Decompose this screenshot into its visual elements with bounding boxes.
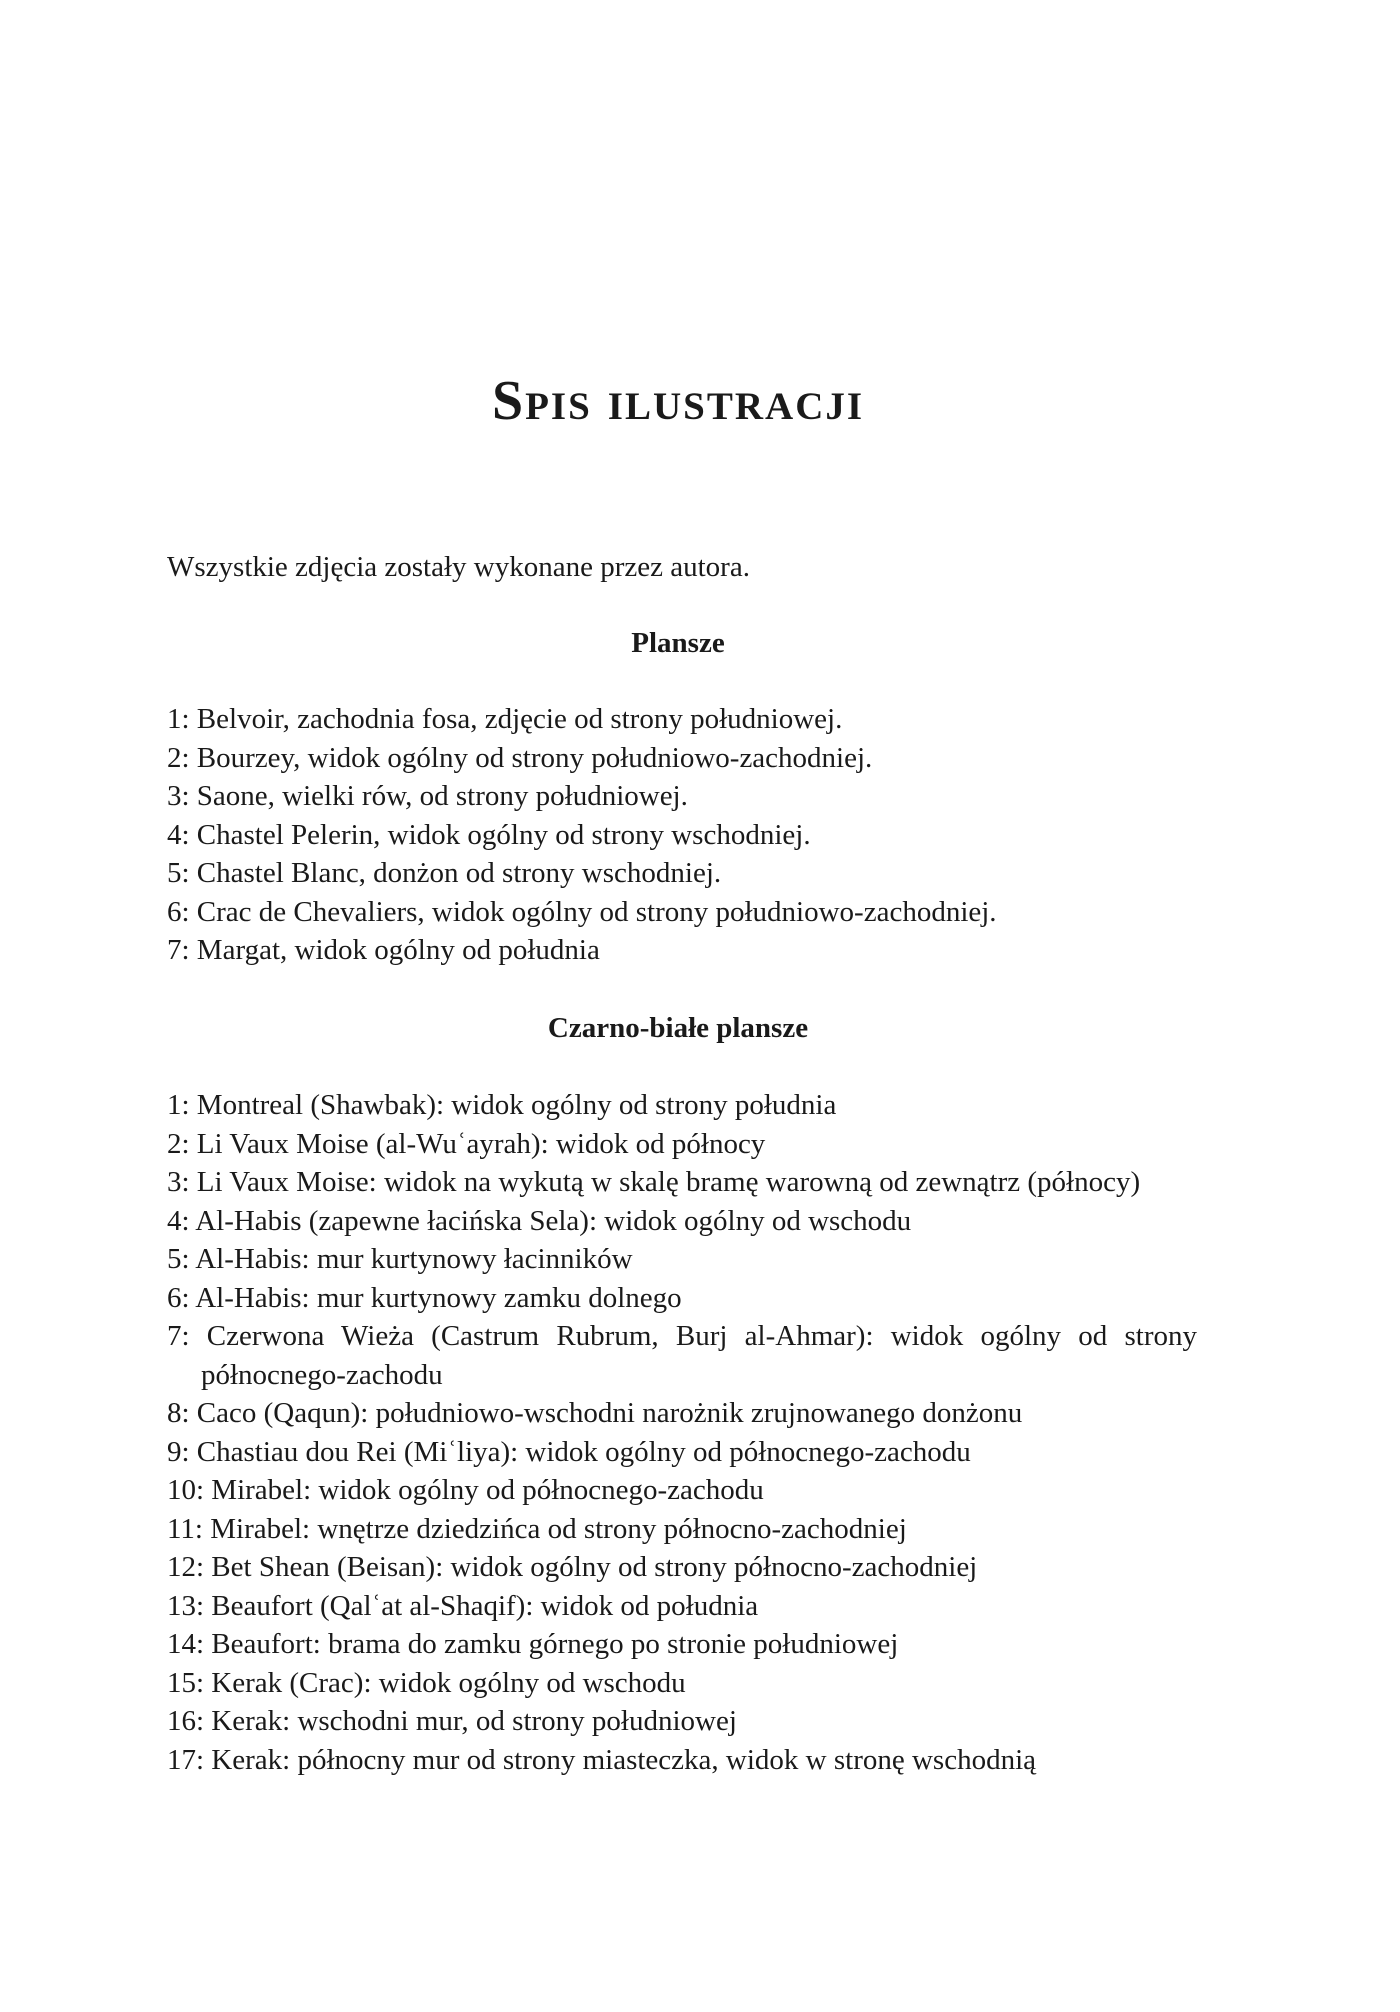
list-item: 14: Beaufort: brama do zamku górnego po stronie południowej [167,1628,899,1660]
list-item: 7: Czerwona Wieża (Castrum Rubrum, Burj al-Ahmar): widok ogólny od strony północnego-zachodu [167,1320,1197,1391]
list-item: 2: Bourzey, widok ogólny od strony południowo-zachodniej. [167,741,873,774]
list-item: 1: Montreal (Shawbak): widok ogólny od strony południa [167,1089,837,1121]
list-item: 12: Bet Shean (Beisan): widok ogólny od strony północno-zachodniej [167,1551,978,1583]
list-item: 8: Caco (Qaqun): południowo-wschodni narożnik zrujnowanego donżonu [167,1397,1023,1429]
bw-plates-heading: Czarno-białe plansze [547,1012,809,1044]
list-item: 16: Kerak: wschodni mur, od strony południowej [167,1705,737,1737]
list-item: 6: Crac de Chevaliers, widok ogólny od strony południowo-zachodniej. [167,895,997,928]
list-item: 7: Margat, widok ogólny od południa [167,934,600,966]
list-item: 11: Mirabel: wnętrze dziedzińca od strony północno-zachodniej [167,1512,907,1545]
list-item: 1: Belvoir, zachodnia fosa, zdjęcie od strony południowej. [167,703,843,735]
list-item: 6: Al-Habis: mur kurtynowy zamku dolnego [167,1281,682,1314]
list-item: 5: Chastel Blanc, donżon od strony wschodniej. [167,857,722,889]
plates-list [167,700,1197,970]
intro-note: Wszystkie zdjęcia zostały wykonane przez autora. [167,551,750,583]
list-item: 5: Al-Habis: mur kurtynowy łacinników [167,1243,633,1275]
list-item: 15: Kerak (Crac): widok ogólny od wschodu [167,1666,686,1699]
list-item: 2: Li Vaux Moise (al-Wuʿayrah): widok od północy [167,1127,766,1160]
list-item: 4: Al-Habis (zapewne łacińska Sela): widok ogólny od wschodu [167,1204,912,1237]
list-item: 3: Saone, wielki rów, od strony południowej. [167,780,688,812]
list-item: 9: Chastiau dou Rei (Miʿliya): widok ogólny od północnego-zachodu [167,1435,971,1468]
list-item: 3: Li Vaux Moise: widok na wykutą w skalę bramę warowną od zewnątrz (północy) [167,1166,1141,1198]
plates-heading: Plansze [631,627,725,659]
list-item: 17: Kerak: północny mur od strony miasteczka, widok w stronę wschodnią [167,1743,1037,1776]
list-item: 10: Mirabel: widok ogólny od północnego-zachodu [167,1474,764,1506]
list-item: 4: Chastel Pelerin, widok ogólny od strony wschodniej. [167,818,811,851]
bw-plates-list [167,1086,1197,1779]
list-item: 13: Beaufort (Qalʿat al-Shaqif): widok od południa [167,1589,759,1622]
page-title: Spis ilustracji [491,370,865,432]
